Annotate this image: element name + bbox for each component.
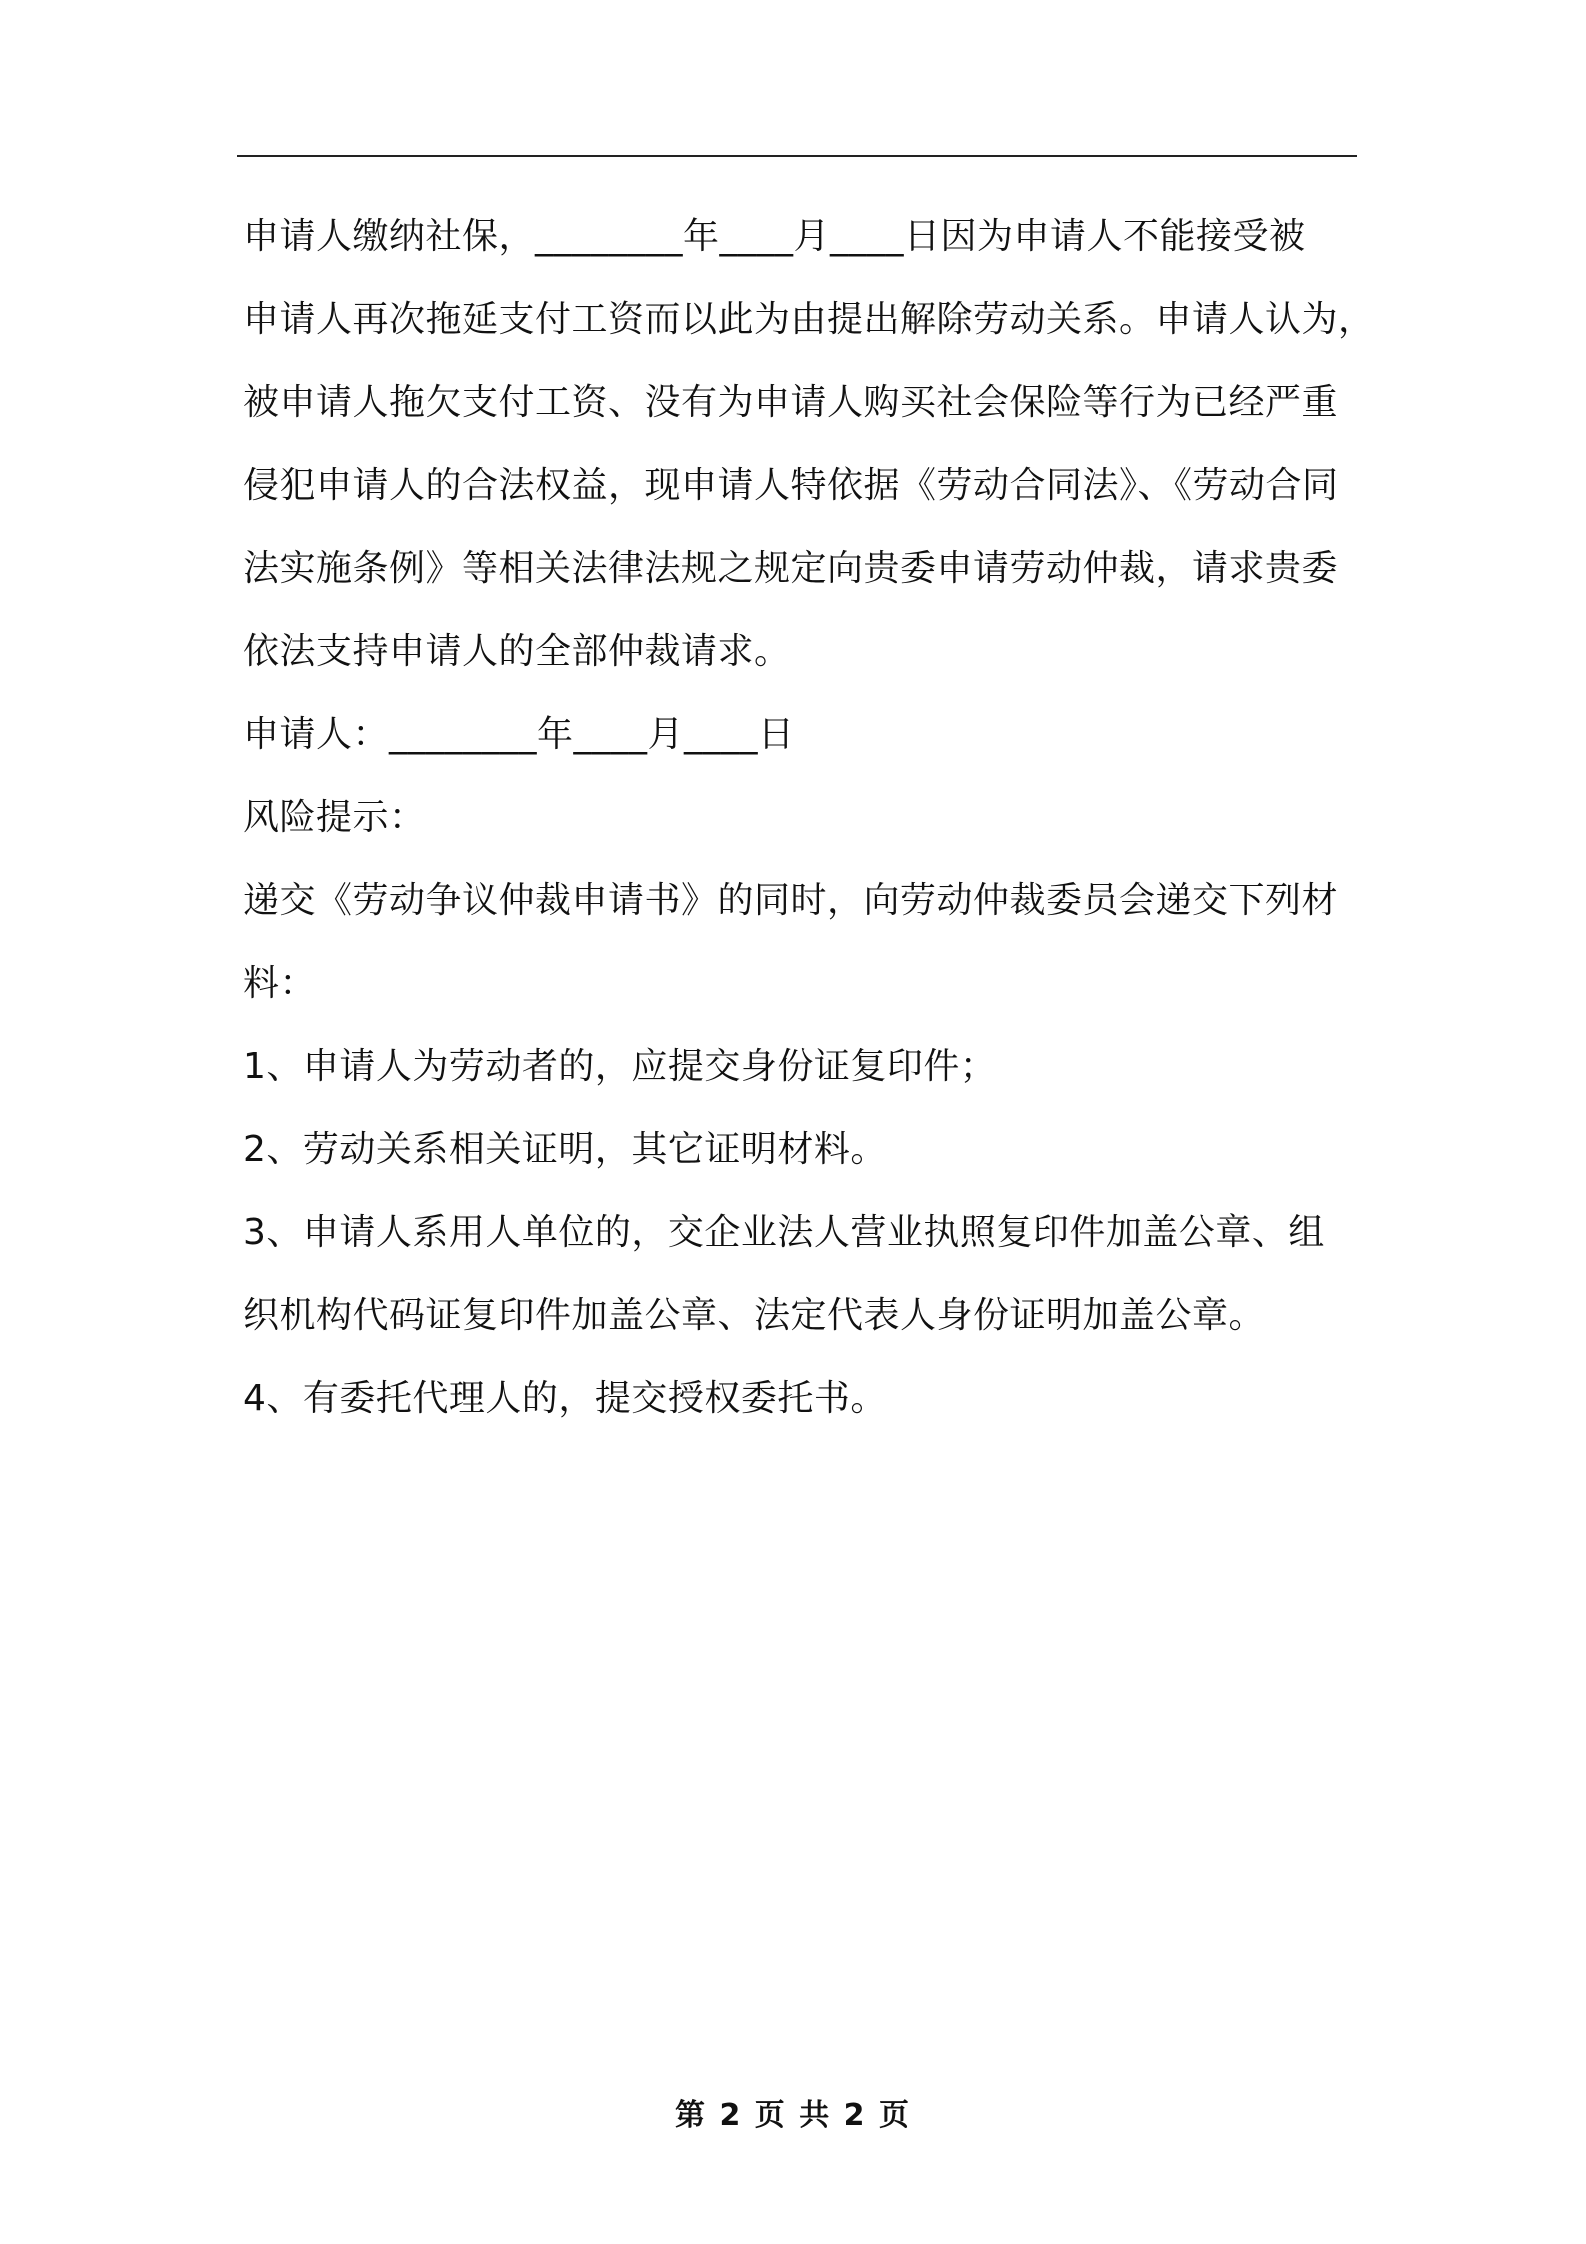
- signature-line: 申请人：________年____月____日: [243, 714, 795, 755]
- list-item: 3、申请人系用人单位的，交企业法人营业执照复印件加盖公章、组: [243, 1212, 1325, 1253]
- list-item-continuation: 织机构代码证复印件加盖公章、法定代表人身份证明加盖公章。: [243, 1295, 1266, 1336]
- paragraph-line: 申请人缴纳社保，________年____月____日因为申请人不能接受被: [243, 216, 1306, 257]
- list-item: 4、有委托代理人的，提交授权委托书。: [243, 1378, 887, 1419]
- list-item: 2、劳动关系相关证明，其它证明材料。: [243, 1129, 887, 1170]
- paragraph-line: 被申请人拖欠支付工资、没有为申请人购买社会保险等行为已经严重: [243, 382, 1339, 423]
- materials-intro-line: 料：: [243, 963, 317, 1004]
- paragraph-line: 侵犯申请人的合法权益，现申请人特依据《劳动合同法》、《劳动合同: [243, 465, 1339, 506]
- list-item: 1、申请人为劳动者的，应提交身份证复印件；: [243, 1046, 997, 1087]
- paragraph-line: 申请人再次拖延支付工资而以此为由提出解除劳动关系。申请人认为，: [243, 299, 1375, 340]
- paragraph-line: 法实施条例》等相关法律法规之规定向贵委申请劳动仲裁，请求贵委: [243, 548, 1339, 589]
- header-rule: [237, 155, 1357, 157]
- document-body: [243, 195, 1375, 1440]
- materials-intro-line: 递交《劳动争议仲裁申请书》的同时，向劳动仲裁委员会递交下列材: [243, 880, 1339, 921]
- paragraph-line: 依法支持申请人的全部仲裁请求。: [243, 631, 791, 672]
- risk-heading: 风险提示：: [243, 797, 426, 838]
- page-indicator: 第 2 页 共 2 页: [675, 2098, 911, 2133]
